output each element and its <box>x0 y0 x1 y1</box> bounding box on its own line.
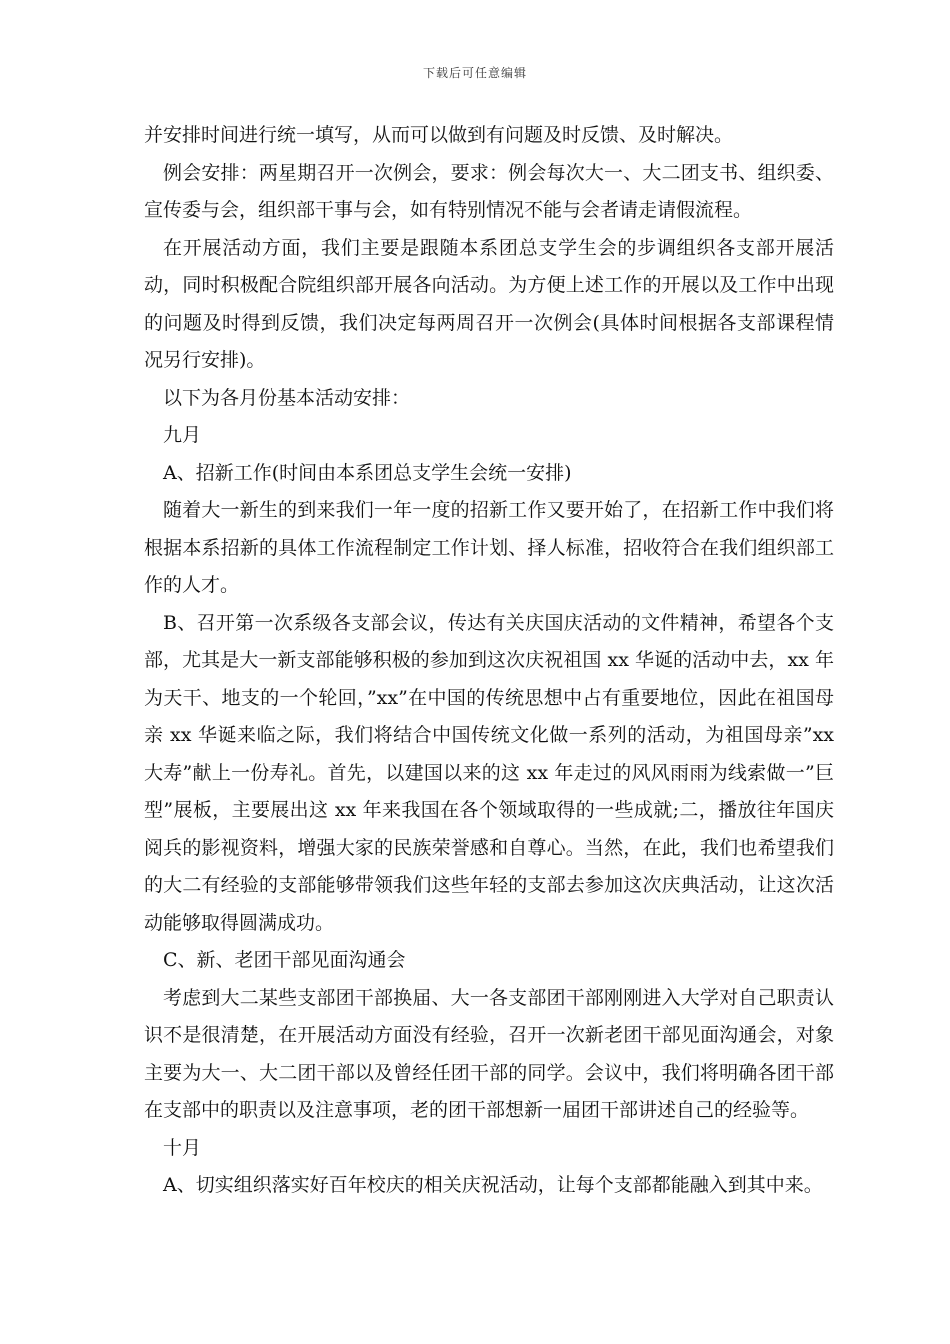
paragraph-monthly-intro: 以下为各月份基本活动安排： <box>163 386 411 409</box>
paragraph-meeting-arrangement: 例会安排：两星期召开一次例会，要求：例会每次大一、大二团支书、组织委、宣传委与会，组织部干事与会，如有特别情况不能与会者请走请假流程。 <box>144 161 834 221</box>
heading-september: 九月 <box>163 424 202 446</box>
item-september-c: C、新、老团干部见面沟通会 <box>163 949 406 971</box>
paragraph-cadre-meeting: 考虑到大二某些支部团干部换届、大一各支部团干部刚刚进入大学对自己职责认识不是很清楚，在开展活动方面没有经验，召开一次新老团干部见面沟通会，对象主要为大一、大二团干部以及曾经任团干部的同学。会议中，我们将明确各团干部在支部中的职责以及注意事项，老的团干部想新一届团干部讲述自己的经验等。 <box>144 986 834 1121</box>
item-september-b: B、召开第一次系级各支部会议，传达有关庆国庆活动的文件精神，希望各个支部，尤其是大一新支部能够积极的参加到这次庆祝祖国 xx 华诞的活动中去，xx 年为天干、地支的一个轮回，”xx”在中国的传统思想中占有重要地位，因此在祖国母亲 xx 华诞来临之际，我们将结合中国传统文化做一系列的活动，为祖国母亲”xx 大寿”献上一份寿礼。首先，以建国以来的这 xx 年走过的风风雨雨为线索做一”巨型”展板，主要展出这 xx 年来我国在各个领域取得的一些成就;二，播放往年国庆阅兵的影视资料，增强大家的民族荣誉感和自尊心。当然，在此，我们也希望我们的大二有经验的支部能够带领我们这些年轻的支部去参加这次庆典活动，让这次活动能够取得圆满成功。 <box>144 611 834 934</box>
item-october-a: A、切实组织落实好百年校庆的相关庆祝活动，让每个支部都能融入到其中来。 <box>163 1174 823 1196</box>
paragraph-recruitment: 随着大一新生的到来我们一年一度的招新工作又要开始了，在招新工作中我们将根据本系招新的具体工作流程制定工作计划、择人标准，招收符合在我们组织部工作的人才。 <box>144 499 834 596</box>
paragraph-continuation: 并安排时间进行统一填写，从而可以做到有问题及时反馈、及时解决。 <box>144 124 734 146</box>
item-september-a: A、招新工作(时间由本系团总支学生会统一安排) <box>163 461 572 484</box>
document-body <box>144 117 834 1205</box>
heading-october: 十月 <box>163 1136 202 1159</box>
paragraph-activities: 在开展活动方面，我们主要是跟随本系团总支学生会的步调组织各支部开展活动，同时积极配合院组织部开展各向活动。为方便上述工作的开展以及工作中出现的问题及时得到反馈，我们决定每两周召开一次例会(具体时间根据各支部课程情况另行安排)。 <box>144 236 834 371</box>
page-header: 下载后可任意编辑 <box>422 66 527 80</box>
